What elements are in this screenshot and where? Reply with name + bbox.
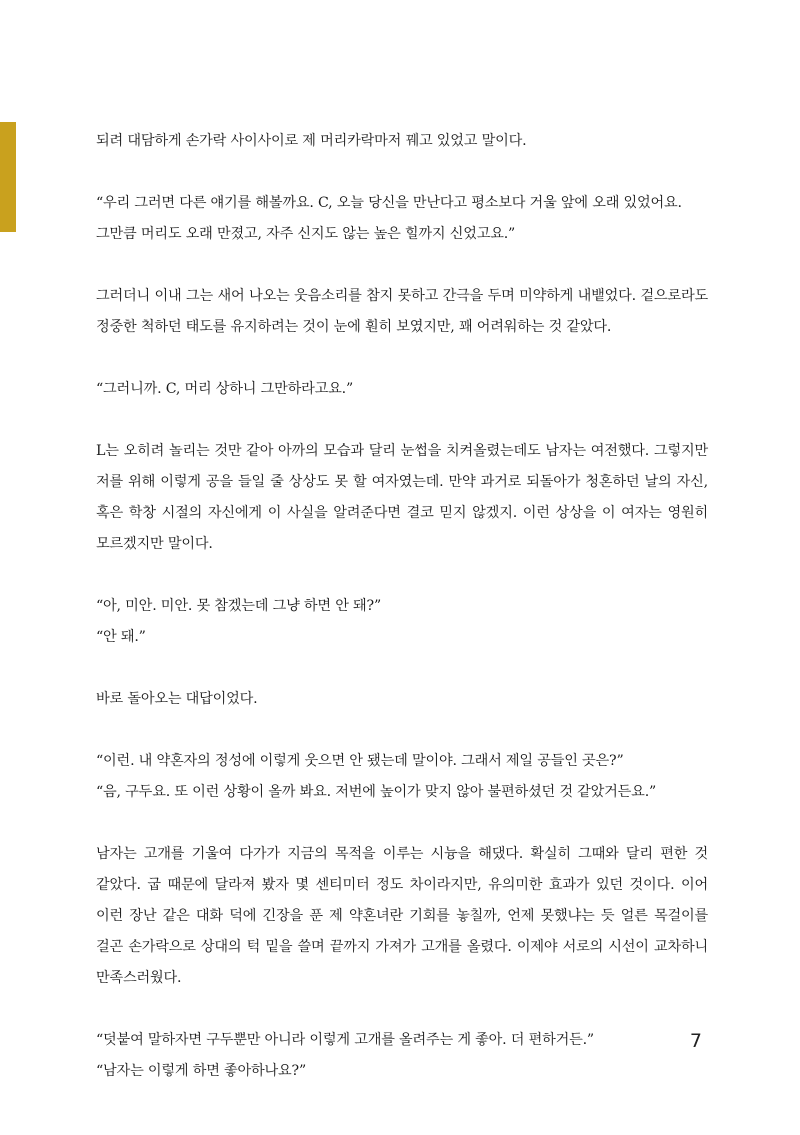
- text-line: “그러니까. C, 머리 상하니 그만하라고요.”: [96, 381, 354, 397]
- text-line: “남자는 이렇게 하면 좋아하나요?”: [96, 1063, 307, 1079]
- text-line: “안 돼.”: [96, 629, 146, 645]
- text-line: “덧붙여 말하자면 구두뿐만 아니라 이렇게 고개를 올려주는 게 좋아. 더 편하거든.”: [96, 1032, 594, 1048]
- paragraph-2: [96, 188, 708, 250]
- paragraph-9: [96, 839, 708, 994]
- page-number: 7: [689, 1030, 702, 1052]
- paragraph-3: [96, 281, 708, 343]
- text-line: 되려 대담하게 손가락 사이사이로 제 머리카락마저 꿰고 있었고 말이다.: [96, 133, 527, 149]
- text-line: L는 오히려 놀리는 것만 같아 아까의 모습과 달리 눈썹을 치켜올렸는데도 남자는 여전했다. 그렇지만 저를 위해 이렇게 공을 들일 줄 상상도 못 할 여자였는데. 만약 과거로 되돌아가 청혼하던 날의 자신, 혹은 학창 시절의 자신에게 이 사실을 알려준다면 결코 믿지 않겠지. 이런 상상을 이 여자는 영원히 모르겠지만 말이다.: [96, 443, 708, 552]
- paragraph-6: [96, 591, 708, 653]
- paragraph-5: [96, 436, 708, 560]
- paragraph-4: [96, 374, 708, 405]
- page-body: [96, 126, 708, 1118]
- text-line: “이런. 내 약혼자의 정성에 이렇게 웃으면 안 됐는데 말이야. 그래서 제일 공들인 곳은?”: [96, 753, 624, 769]
- text-line: “아, 미안. 미안. 못 참겠는데 그냥 하면 안 돼?”: [96, 598, 382, 614]
- text-line: 그러더니 이내 그는 새어 나오는 웃음소리를 참지 못하고 간극을 두며 미약하게 내뱉었다. 겉으로라도 정중한 척하던 태도를 유지하려는 것이 눈에 훤히 보였지만, 꽤 어려워하는 것 같았다.: [96, 288, 708, 335]
- text-line: 바로 돌아오는 대답이었다.: [96, 691, 258, 707]
- paragraph-10: [96, 1025, 708, 1087]
- paragraph-1: [96, 126, 708, 157]
- text-line: “우리 그러면 다른 얘기를 해볼까요. C, 오늘 당신을 만난다고 평소보다 거울 앞에 오래 있었어요. 그만큼 머리도 오래 만졌고, 자주 신지도 않는 높은 힐까지 신었고요.”: [96, 195, 682, 242]
- text-line: “음, 구두요. 또 이런 상황이 올까 봐요. 저번에 높이가 맞지 않아 불편하셨던 것 같았거든요.”: [96, 784, 657, 800]
- paragraph-8: [96, 746, 708, 808]
- chapter-side-tab: [0, 122, 16, 232]
- paragraph-7: [96, 684, 708, 715]
- text-line: 남자는 고개를 기울여 다가가 지금의 목적을 이루는 시늉을 해댔다. 확실히 그때와 달리 편한 것 같았다. 굽 때문에 달라져 봤자 몇 센티미터 정도 차이라지만, 유의미한 효과가 있던 것이다. 이어 이런 장난 같은 대화 덕에 긴장을 푼 제 약혼녀란 기회를 놓칠까, 언제 못했냐는 듯 얼른 목걸이를 걸곤 손가락으로 상대의 턱 밑을 쓸며 끝까지 가져가 고개를 올렸다. 이제야 서로의 시선이 교차하니 만족스러웠다.: [96, 846, 708, 986]
